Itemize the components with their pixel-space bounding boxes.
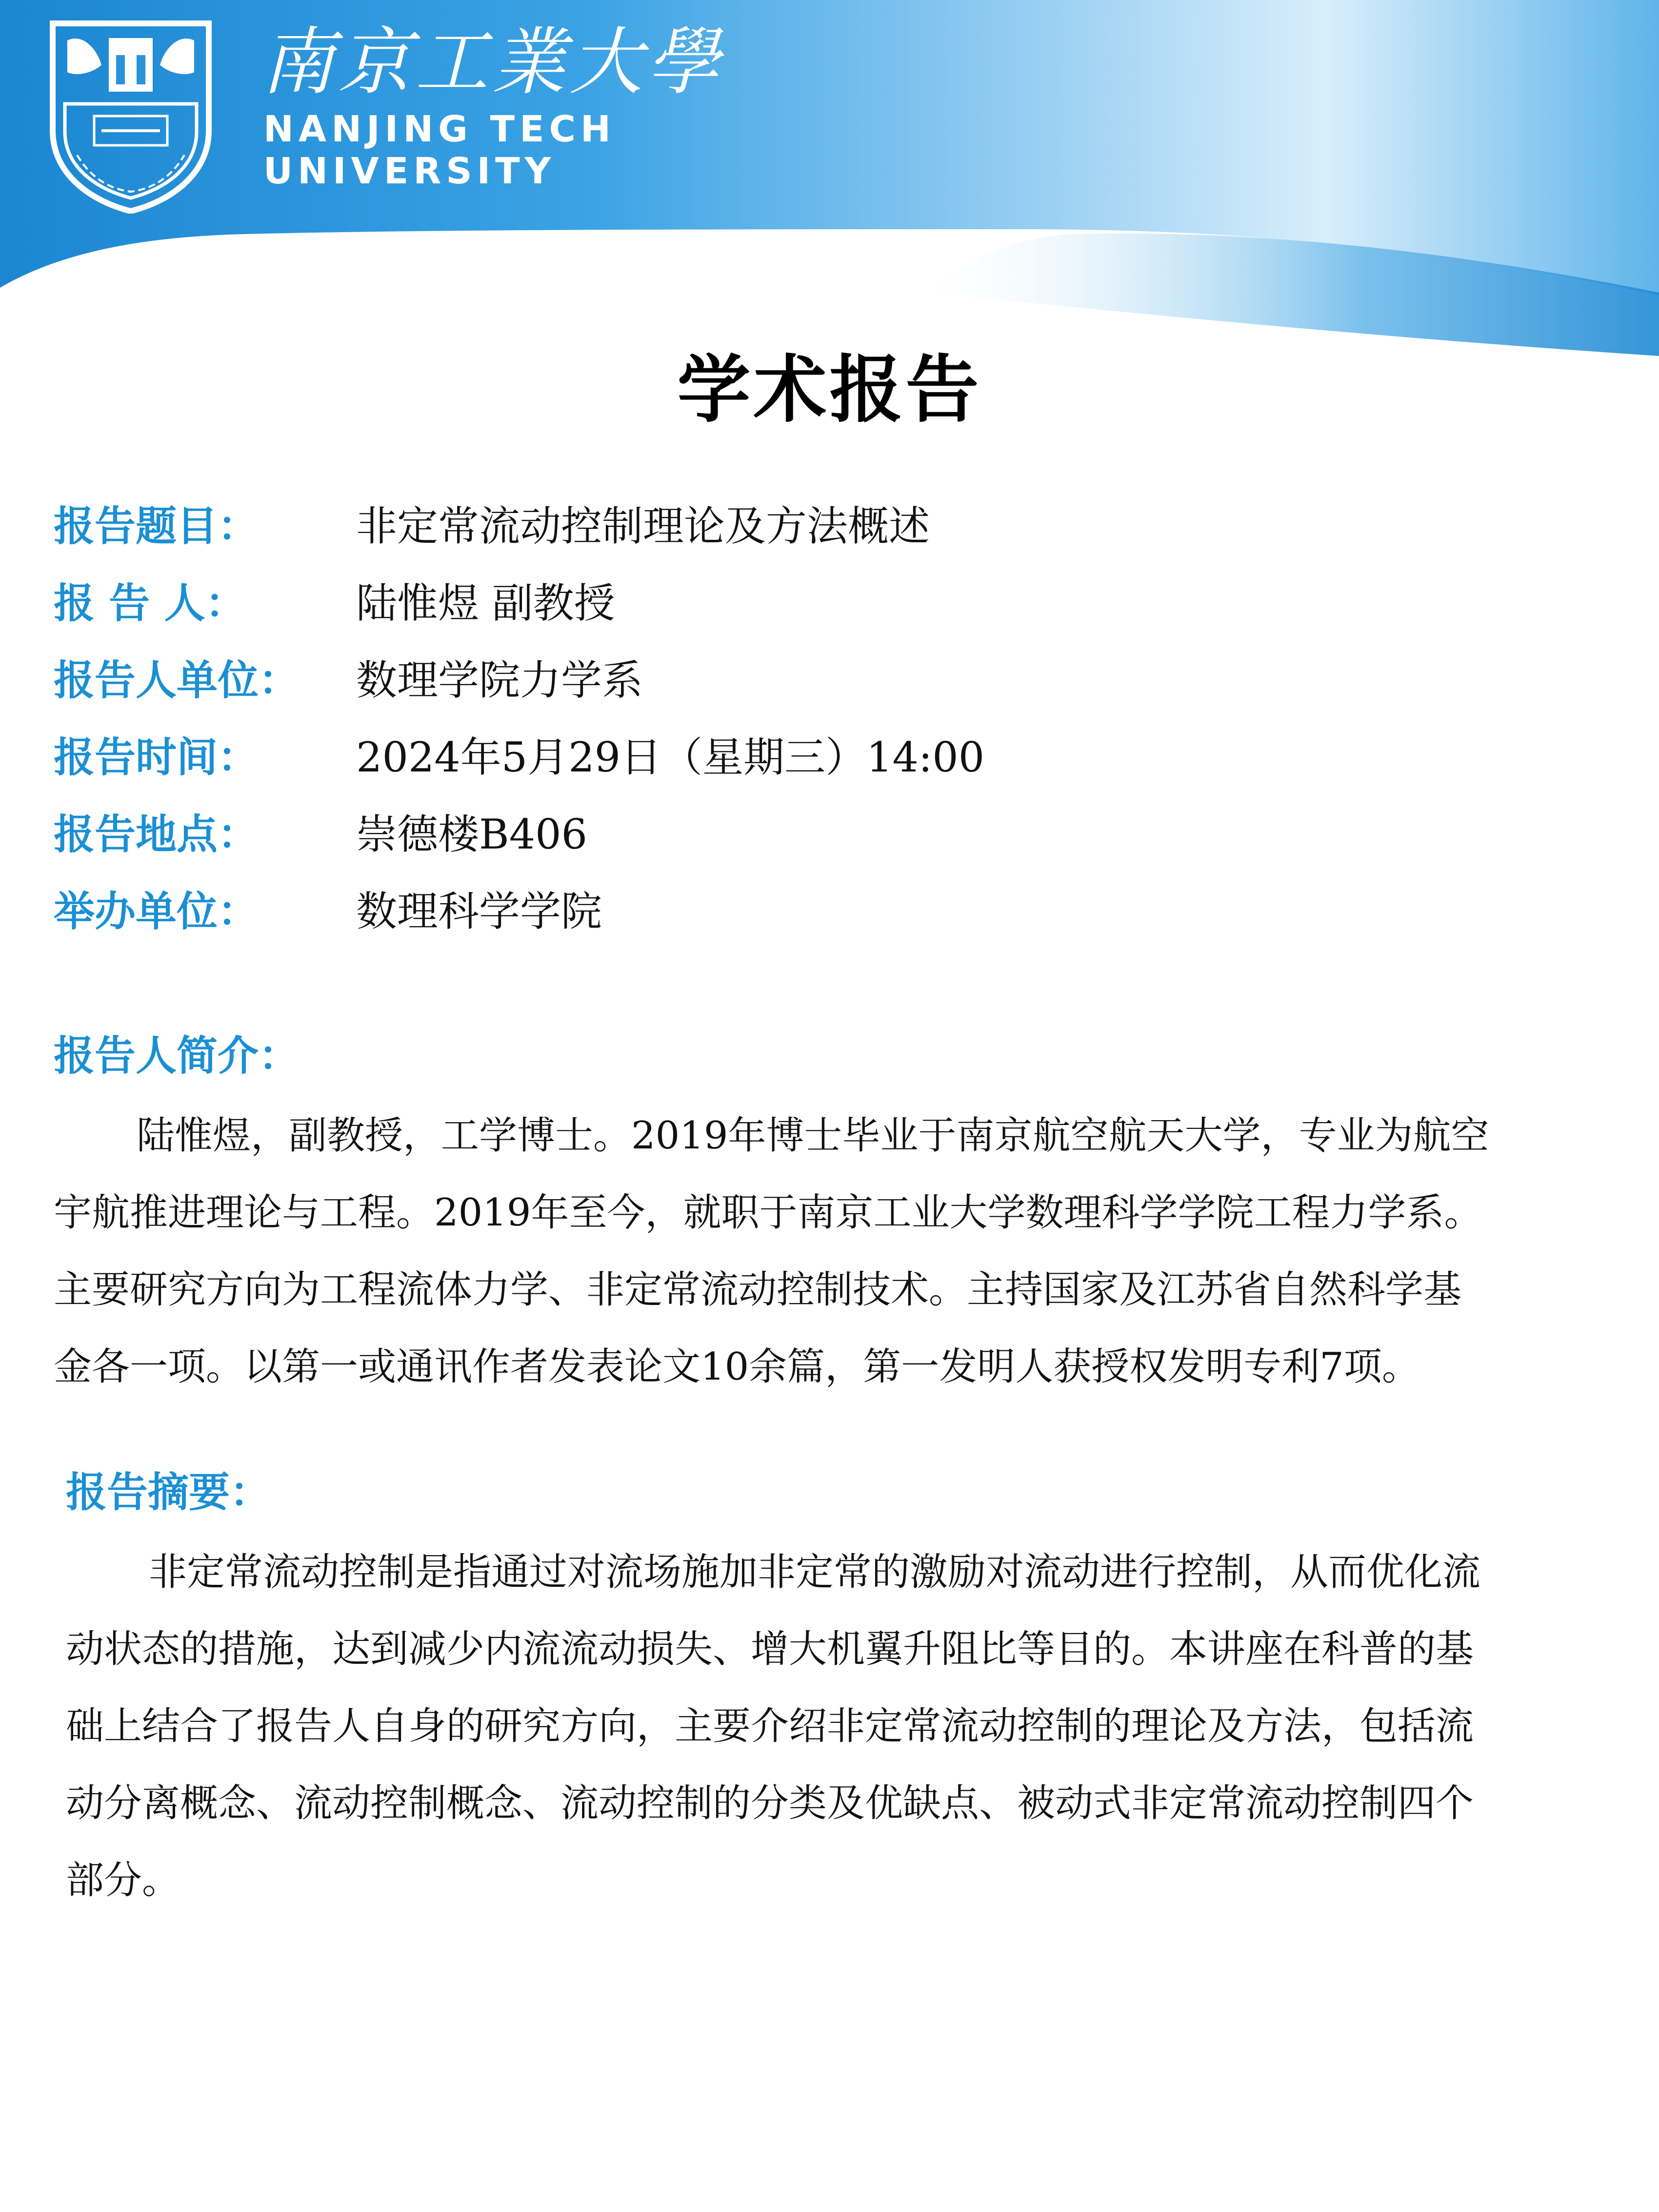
page-title: 学术报告 <box>677 348 982 433</box>
info-row-organizer <box>54 873 1615 950</box>
abstract-line: 础上结合了报告人自身的研究方向，主要介绍非定常流动控制的理论及方法，包括流 <box>66 1704 1474 1748</box>
university-name-en-line2: UNIVERSITY <box>263 150 556 192</box>
info-value: 陆惟煜 副教授 <box>356 579 615 627</box>
info-value: 2024年5月29日（星期三）14:00 <box>356 733 985 781</box>
info-label: 举办单位： <box>54 888 259 935</box>
info-label: 报告时间： <box>54 733 259 781</box>
university-name-cn: 南京工業大學 <box>261 20 724 105</box>
bio-line: 宇航推进理论与工程。2019年至今，就职于南京工业大学数理科学学院工程力学系。 <box>54 1191 1482 1235</box>
info-value: 崇德楼B406 <box>356 810 588 858</box>
info-row-time <box>54 719 1615 796</box>
info-row-topic <box>54 488 1615 565</box>
info-label: 报告题目： <box>54 502 259 550</box>
bio-paragraph <box>54 1097 1590 1405</box>
info-value: 数理学院力学系 <box>356 656 643 704</box>
info-label: 报告人单位： <box>54 656 300 704</box>
info-value: 非定常流动控制理论及方法概述 <box>356 502 930 550</box>
bio-line: 主要研究方向为工程流体力学、非定常流动控制技术。主持国家及江苏省自然科学基 <box>54 1268 1462 1312</box>
info-label: 报告地点： <box>54 810 259 858</box>
bio-line: 金各一项。以第一或通讯作者发表论文10余篇，第一发明人获授权发明专利7项。 <box>54 1345 1420 1389</box>
bio-heading: 报告人简介： <box>54 1032 300 1080</box>
info-row-location <box>54 796 1615 873</box>
info-list <box>54 488 1615 950</box>
banner-wave <box>0 0 1659 371</box>
info-label: 报 告 人： <box>54 579 246 627</box>
university-name-en-line1: NANJING TECH <box>263 108 616 150</box>
abstract-line: 动状态的措施，达到减少内流流动损失、增大机翼升阻比等目的。本讲座在科普的基 <box>66 1627 1474 1671</box>
university-name-en <box>263 108 616 192</box>
abstract-line: 动分离概念、流动控制概念、流动控制的分类及优缺点、被动式非定常流动控制四个 <box>66 1781 1474 1825</box>
bio-line: 陆惟煜，副教授，工学博士。2019年博士毕业于南京航空航天大学，专业为航空 <box>137 1114 1489 1158</box>
abstract-paragraph <box>66 1534 1602 1919</box>
header-banner <box>0 0 1659 371</box>
info-row-speaker <box>54 565 1615 642</box>
abstract-line: 非定常流动控制是指通过对流场施加非定常的激励对流动进行控制，从而优化流 <box>149 1550 1481 1594</box>
abstract-line: 部分。 <box>66 1858 180 1902</box>
info-row-affiliation <box>54 642 1615 719</box>
info-value: 数理科学学院 <box>356 888 602 935</box>
university-emblem <box>48 19 214 214</box>
abstract-heading: 报告摘要： <box>66 1468 271 1516</box>
